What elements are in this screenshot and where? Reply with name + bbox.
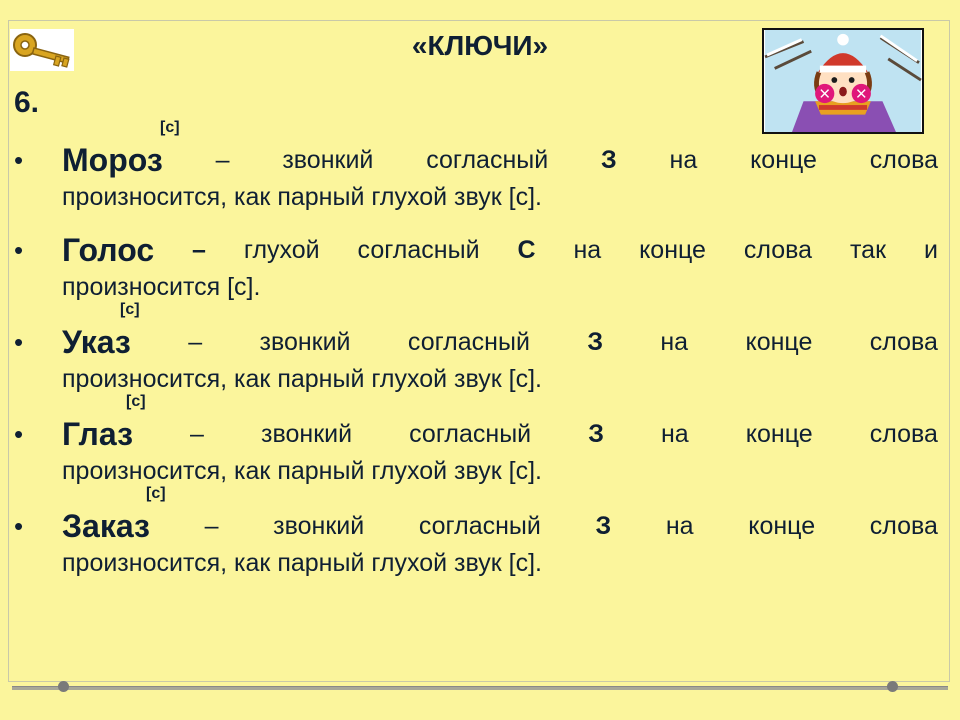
text-token: звонкий: [273, 512, 365, 540]
text-token: на: [660, 420, 689, 448]
list-item: [14, 485, 938, 582]
key-word: Голос: [62, 232, 155, 268]
key-word: Заказ [с]: [62, 485, 166, 544]
list-item: [14, 301, 938, 398]
page-title: «КЛЮЧИ»: [411, 30, 549, 61]
text-line: произносится [с].: [62, 273, 261, 301]
text-token: согласный: [407, 328, 530, 356]
list-item: [14, 119, 938, 216]
text-line: произносится, как парный глухой звук [с].: [62, 457, 542, 485]
text-line: произносится, как парный глухой звук [с].: [62, 183, 542, 211]
text-token: согласный: [426, 146, 549, 174]
bullet: •: [14, 235, 24, 265]
bullet: •: [14, 419, 24, 449]
bullet: •: [14, 145, 24, 175]
footer-dot-right: [887, 681, 898, 692]
text-token: С: [517, 236, 536, 264]
text-token: и: [923, 236, 938, 264]
text-token: согласный: [357, 236, 480, 264]
text-token: З: [601, 146, 617, 174]
list-item: [14, 232, 938, 306]
slide-number: 6.: [14, 86, 40, 119]
footer-rule: [12, 686, 948, 690]
sound-mark: [с]: [120, 301, 140, 318]
sound-mark: [с]: [160, 119, 180, 136]
list-item: [14, 393, 938, 490]
text-token: звонкий: [259, 328, 351, 356]
text-line: произносится, как парный глухой звук [с].: [62, 365, 542, 393]
text-token: слова: [869, 512, 938, 540]
bullet: •: [14, 327, 24, 357]
key-word: Мороз [с]: [62, 119, 180, 178]
text-token: –: [215, 146, 230, 174]
text-token: конце: [750, 146, 817, 174]
text-token: слова: [743, 236, 813, 264]
text-token: так: [850, 236, 887, 264]
text-token: конце: [639, 236, 706, 264]
text-token: на: [669, 146, 698, 174]
text-token: З: [588, 420, 604, 448]
text-line: произносится, как парный глухой звук [с].: [62, 549, 542, 577]
text-token: согласный: [418, 512, 541, 540]
sound-mark: [с]: [146, 485, 166, 502]
child-in-winter-illustration: [762, 28, 924, 134]
sound-mark: [с]: [126, 393, 146, 410]
bullet: •: [14, 511, 24, 541]
text-token: –: [204, 512, 219, 540]
text-token: З: [595, 512, 612, 540]
text-token: З: [587, 328, 603, 356]
text-token: на: [665, 512, 694, 540]
key-word: Указ [с]: [62, 301, 140, 360]
text-token: согласный: [409, 420, 532, 448]
text-token: слова: [869, 328, 938, 356]
text-token: на: [573, 236, 602, 264]
text-token: –: [188, 328, 203, 356]
text-token: слова: [869, 146, 938, 174]
text-token: звонкий: [261, 420, 353, 448]
key-word: Глаз [с]: [62, 393, 146, 452]
text-token: конце: [745, 328, 813, 356]
text-token: на: [660, 328, 689, 356]
text-token: звонкий: [282, 146, 374, 174]
text-token: –: [190, 420, 204, 448]
footer-dot-left: [58, 681, 69, 692]
text-token: глухой: [243, 236, 320, 264]
text-token: –: [192, 236, 206, 264]
text-token: слова: [869, 420, 938, 448]
text-token: конце: [745, 420, 813, 448]
text-token: конце: [748, 512, 816, 540]
